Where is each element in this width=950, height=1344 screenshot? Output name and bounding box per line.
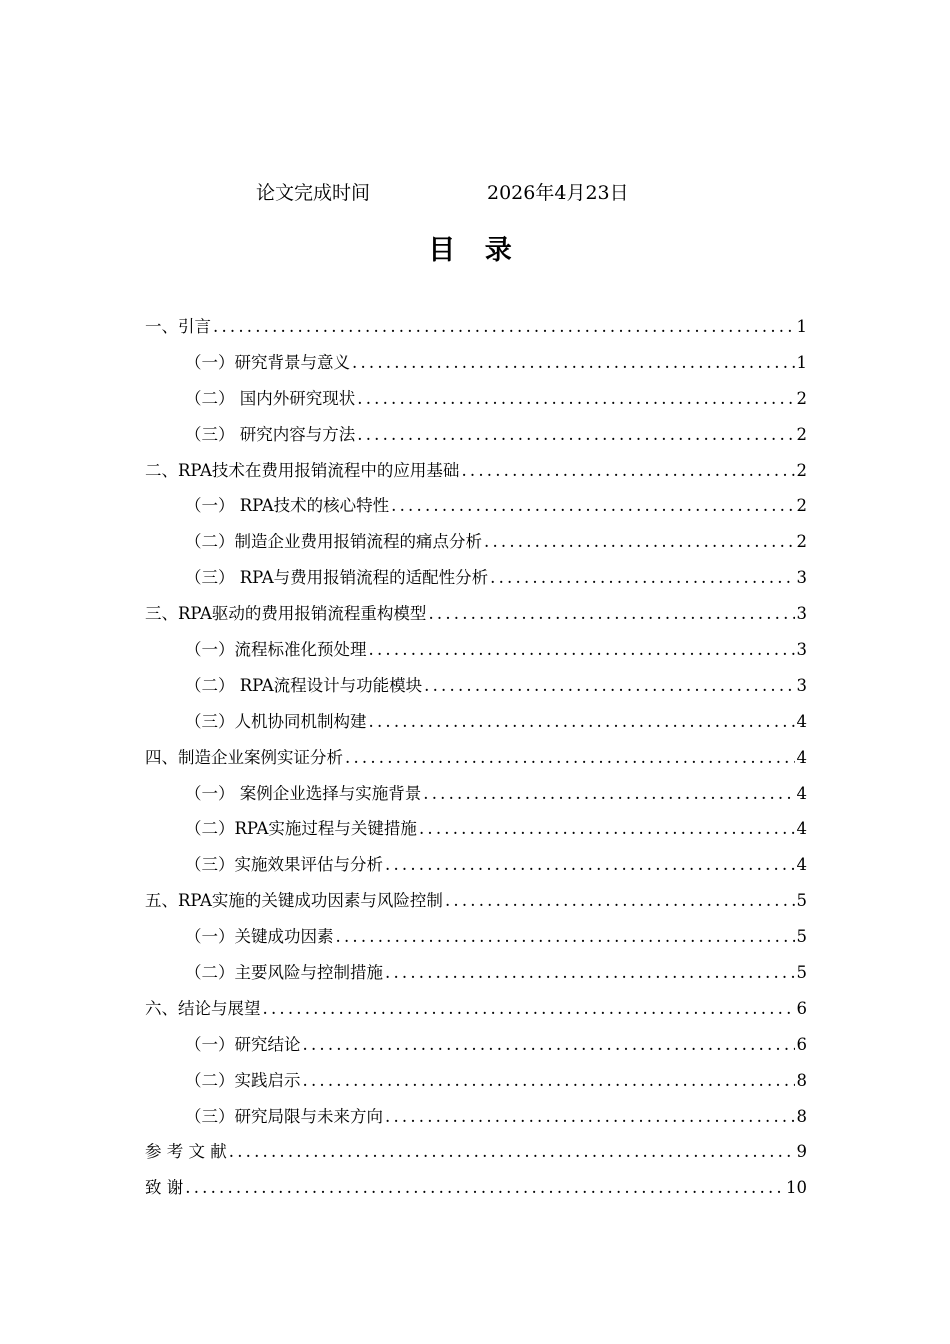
toc-page-number: 2: [796, 496, 807, 516]
toc-leader-dots: [357, 422, 794, 448]
toc-page-number: 4: [796, 747, 807, 767]
toc-entry-label: （一）关键成功因素: [185, 927, 334, 947]
toc-entry[interactable]: [145, 673, 807, 709]
toc-page-number: 3: [796, 640, 807, 660]
toc-entry-label: 六、结论与展望: [145, 998, 261, 1018]
toc-entry-label: 五、RPA实施的关键成功因素与风险控制: [145, 891, 443, 911]
toc-entry[interactable]: [145, 350, 807, 386]
toc-entry[interactable]: [145, 852, 807, 888]
toc-leader-dots: [428, 601, 794, 627]
toc-entry[interactable]: [145, 1032, 807, 1068]
toc-entry-label: （一）研究结论: [185, 1034, 301, 1054]
toc-entry[interactable]: [145, 745, 807, 781]
toc-entry[interactable]: [145, 601, 807, 637]
toc-entry-label: （三）研究局限与未来方向: [185, 1106, 383, 1126]
completion-time-label: 论文完成时间: [256, 182, 371, 204]
toc-leader-dots: [213, 314, 795, 340]
toc-page-number: 9: [796, 1142, 807, 1162]
toc-page-number: 5: [796, 963, 807, 983]
toc-page-number: 3: [796, 568, 807, 588]
toc-page-number: 8: [796, 1070, 807, 1090]
toc-leader-dots: [303, 1068, 795, 1094]
toc-leader-dots: [461, 458, 794, 484]
toc-entry[interactable]: [145, 565, 807, 601]
toc-entry-label: （二）RPA实施过程与关键措施: [185, 819, 417, 839]
table-of-contents: [145, 314, 807, 1211]
toc-leader-dots: [263, 996, 795, 1022]
toc-leader-dots: [424, 673, 794, 699]
toc-entry-label: 四、制造企业案例实证分析: [145, 747, 343, 767]
toc-leader-dots: [385, 852, 795, 878]
toc-leader-dots: [357, 386, 794, 412]
toc-page-number: 3: [796, 604, 807, 624]
toc-entry-label: （三） 研究内容与方法: [185, 424, 356, 444]
toc-entry-label: 二、RPA技术在费用报销流程中的应用基础: [145, 460, 460, 480]
toc-entry[interactable]: [145, 637, 807, 673]
toc-leader-dots: [419, 816, 795, 842]
toc-page-number: 4: [796, 711, 807, 731]
toc-page-number: 1: [796, 352, 807, 372]
toc-leader-dots: [484, 529, 795, 555]
toc-page-number: 10: [786, 1178, 807, 1198]
toc-leader-dots: [185, 1175, 784, 1201]
toc-page-number: 3: [796, 675, 807, 695]
toc-entry-label: （一） RPA技术的核心特性: [185, 496, 390, 516]
toc-entry-label: （一）流程标准化预处理: [185, 640, 367, 660]
toc-entry-label: （二） RPA流程设计与功能模块: [185, 675, 423, 695]
toc-leader-dots: [369, 709, 795, 735]
toc-page-number: 8: [796, 1106, 807, 1126]
toc-page-number: 5: [796, 927, 807, 947]
toc-entry-label: （三）人机协同机制构建: [185, 711, 367, 731]
toc-entry[interactable]: [145, 709, 807, 745]
toc-entry-label: 一、引言: [145, 317, 211, 336]
toc-entry[interactable]: [145, 314, 807, 350]
toc-page-number: 2: [796, 532, 807, 552]
toc-entry[interactable]: [145, 422, 807, 458]
toc-entry[interactable]: [145, 1104, 807, 1140]
toc-entry[interactable]: [145, 1175, 807, 1211]
toc-title: 目 录: [428, 235, 522, 266]
toc-entry[interactable]: [145, 458, 807, 494]
toc-entry-label: （二）主要风险与控制措施: [185, 963, 383, 983]
toc-page-number: 1: [796, 317, 807, 336]
toc-entry[interactable]: [145, 493, 807, 529]
toc-entry-label: （三） RPA与费用报销流程的适配性分析: [185, 568, 489, 588]
toc-leader-dots: [369, 637, 795, 663]
toc-entry[interactable]: [145, 1139, 807, 1175]
toc-leader-dots: [385, 1104, 795, 1130]
toc-leader-dots: [445, 888, 795, 914]
toc-entry[interactable]: [145, 888, 807, 924]
toc-page-number: 4: [796, 783, 807, 803]
toc-leader-dots: [423, 781, 794, 807]
toc-entry-label: 三、RPA驱动的费用报销流程重构模型: [145, 604, 427, 624]
toc-leader-dots: [490, 565, 794, 591]
toc-entry[interactable]: [145, 960, 807, 996]
toc-page-number: 4: [796, 855, 807, 875]
toc-page-number: 2: [796, 388, 807, 408]
toc-leader-dots: [391, 493, 794, 519]
toc-entry-label: 参 考 文 献: [145, 1142, 227, 1162]
toc-page-number: 6: [796, 1034, 807, 1054]
toc-leader-dots: [345, 745, 795, 771]
toc-page-number: 2: [796, 424, 807, 444]
toc-entry-label: （一）研究背景与意义: [185, 352, 350, 372]
toc-leader-dots: [385, 960, 795, 986]
toc-entry-label: （一） 案例企业选择与实施背景: [185, 783, 422, 803]
toc-page-number: 2: [796, 460, 807, 480]
toc-entry[interactable]: [145, 816, 807, 852]
toc-entry[interactable]: [145, 1068, 807, 1104]
toc-entry-label: （二）实践启示: [185, 1070, 301, 1090]
toc-entry[interactable]: [145, 529, 807, 565]
toc-entry[interactable]: [145, 996, 807, 1032]
toc-entry-label: （二）制造企业费用报销流程的痛点分析: [185, 532, 482, 552]
toc-leader-dots: [336, 924, 795, 950]
toc-leader-dots: [229, 1139, 795, 1165]
toc-entry[interactable]: [145, 781, 807, 817]
toc-page-number: 5: [796, 891, 807, 911]
toc-page-number: 4: [796, 819, 807, 839]
completion-date: 2026年4月23日: [487, 182, 629, 204]
toc-entry-label: （二） 国内外研究现状: [185, 388, 356, 408]
toc-entry-label: 致 谢: [145, 1178, 184, 1198]
toc-entry-label: （三）实施效果评估与分析: [185, 855, 383, 875]
toc-entry[interactable]: [145, 924, 807, 960]
toc-page-number: 6: [796, 998, 807, 1018]
toc-leader-dots: [352, 350, 795, 376]
completion-time-line: [256, 178, 629, 205]
toc-leader-dots: [303, 1032, 795, 1058]
toc-entry[interactable]: [145, 386, 807, 422]
